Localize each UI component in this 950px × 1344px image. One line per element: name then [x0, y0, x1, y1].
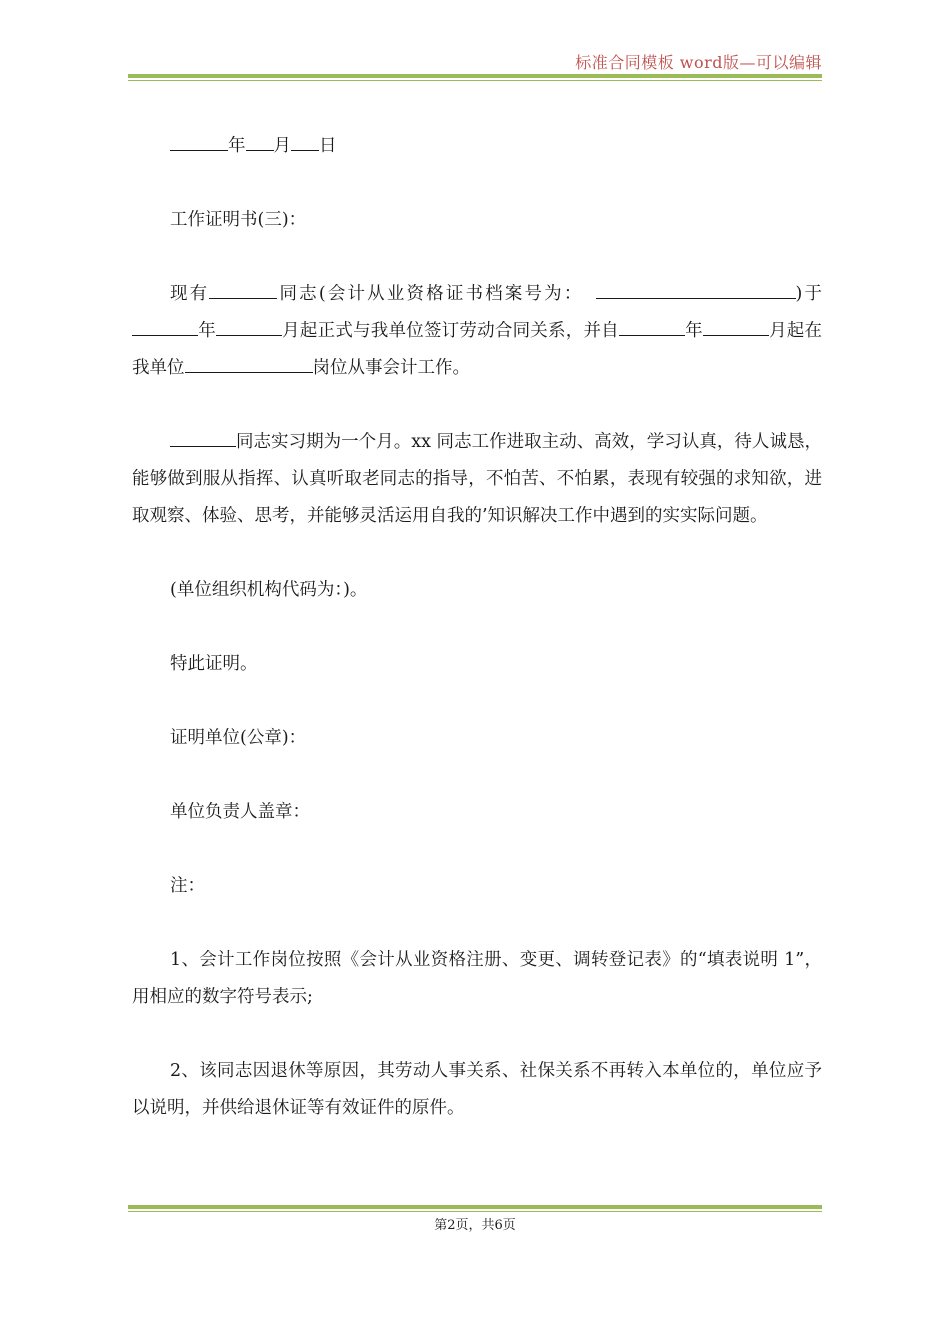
header-divider [128, 74, 822, 81]
note-item-2: 2、该同志因退休等原因，其劳动人事关系、社保关系不再转入本单位的，单位应予以说明，并供给退休证等有效证件的原件。 [132, 1061, 822, 1118]
name-blank [209, 280, 277, 299]
certificate-heading: 工作证明书(三)： [170, 210, 307, 230]
position-blank [185, 354, 313, 373]
note-item-1: 1、会计工作岗位按照《会计从业资格注册、变更、调转登记表》的“填表说明 1”，用相应的数字符号表示; [132, 950, 822, 1007]
since-year-blank [619, 317, 685, 336]
document-header-title: 标准合同模板 word版—可以编辑 [575, 53, 822, 72]
evaluation-paragraph: 同志实习期为一个月。xx 同志工作进取主动、高效，学习认真，待人诚恳，能够做到服从指挥、认真听取老同志的指导，不怕苦、不怕累，表现有较强的求知欲，进取观察、体验、思考，并能够灵活运用自我的’知识解决工作中遇到的实实际问题。 [132, 424, 822, 535]
org-code-line: (单位组织机构代码为：)。 [170, 580, 368, 600]
day-blank [291, 132, 319, 151]
since-month-blank [703, 317, 769, 336]
year-blank [170, 132, 228, 151]
hereby-certify-line: 特此证明。 [170, 654, 258, 674]
footer-divider [128, 1205, 822, 1212]
file-number-blank [596, 280, 796, 299]
month-blank [246, 132, 274, 151]
issuing-unit-line: 证明单位(公章)： [170, 728, 307, 748]
year-label: 年 [228, 136, 246, 156]
responsible-person-line: 单位负责人盖章： [170, 802, 310, 822]
note-label: 注： [170, 876, 205, 896]
page-number: 第2页，共6页 [434, 1218, 516, 1233]
month-label: 月 [273, 136, 291, 156]
start-month-blank [216, 317, 282, 336]
start-year-blank [132, 317, 198, 336]
employment-paragraph: 现有 同志(会计从业资格证书档案号为： )于年 月起正式与我单位签订劳动合同关系，并自 年 月起在我单位 岗位从事会计工作。 [132, 276, 822, 387]
date-line [132, 128, 822, 165]
document-body [132, 128, 822, 1164]
day-label: 日 [319, 136, 337, 156]
trainee-name-blank [170, 428, 236, 447]
